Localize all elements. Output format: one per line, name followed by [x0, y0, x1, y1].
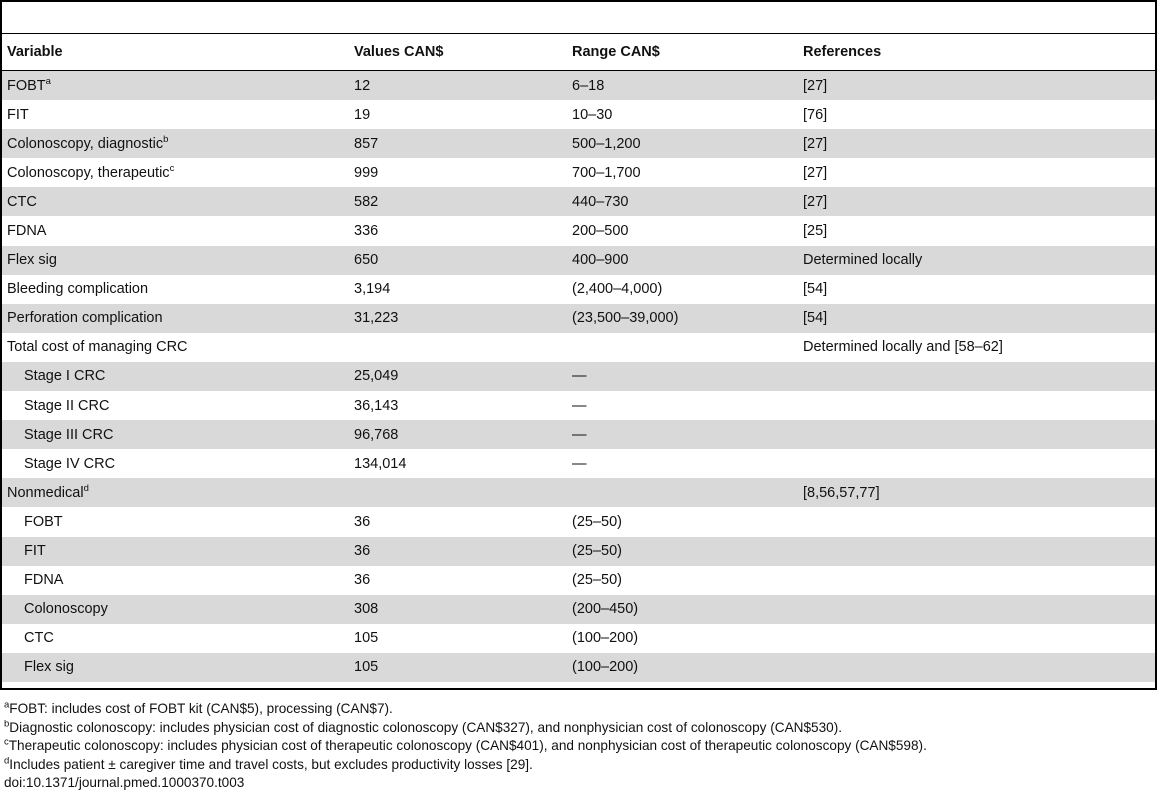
table-row — [2, 653, 1155, 682]
cell-variable — [2, 630, 352, 646]
footnote-mark: d — [4, 755, 10, 767]
variable-label: Stage IV CRC — [24, 455, 116, 472]
cell-reference: Determined locally and [58–62] — [803, 339, 1003, 356]
footnote-marker: d — [83, 483, 89, 495]
cell-reference: [76] — [803, 106, 828, 123]
footnote-mark: b — [4, 718, 10, 730]
cell-variable — [2, 514, 352, 530]
cell-variable — [2, 427, 352, 443]
table-row — [2, 449, 1155, 478]
table-row — [2, 100, 1155, 129]
variable-label: Flex sig — [24, 659, 74, 676]
table-row — [2, 478, 1155, 507]
variable-label: Bleeding complication — [7, 281, 149, 298]
cell-variable — [2, 398, 352, 414]
cell-variable — [2, 456, 352, 472]
cell-variable — [2, 543, 352, 559]
cell-value: 31,223 — [354, 310, 399, 327]
variable-label: Total cost of managing CRC — [7, 339, 188, 356]
cell-range: (100–200) — [572, 659, 639, 676]
variable-label: Stage I CRC — [24, 368, 106, 385]
cell-range: 6–18 — [572, 77, 605, 94]
footnote-marker: b — [163, 133, 169, 145]
header-references: References — [803, 44, 882, 60]
table-row — [2, 129, 1155, 158]
cell-variable — [2, 310, 352, 326]
cell-value: 857 — [354, 135, 379, 152]
table-row — [2, 333, 1155, 362]
variable-label: FIT — [24, 543, 46, 560]
cell-range: 10–30 — [572, 106, 613, 123]
cell-reference: [8,56,57,77] — [803, 484, 880, 501]
cell-range: (2,400–4,000) — [572, 281, 663, 298]
variable-label: Stage II CRC — [24, 397, 110, 414]
footnote-marker: c — [169, 163, 175, 174]
cell-variable — [2, 165, 352, 181]
table-row — [2, 304, 1155, 333]
footnote-text: Therapeutic colonoscopy: includes physician cost of therapeutic colonoscopy (CAN$401), and nonphysician cost of therapeutic colonoscopy (CAN$598). — [8, 738, 927, 754]
cell-variable — [2, 252, 352, 268]
cell-range: — — [572, 426, 587, 443]
cell-range: 700–1,700 — [572, 164, 641, 181]
table-row — [2, 216, 1155, 245]
cell-variable — [2, 75, 352, 94]
variable-label: Colonoscopy, diagnostic — [7, 135, 164, 152]
table-row — [2, 275, 1155, 304]
table-row — [2, 391, 1155, 420]
cell-value: 25,049 — [354, 368, 399, 385]
cell-range: 400–900 — [572, 252, 629, 269]
footnote-text: Diagnostic colonoscopy: includes physician cost of diagnostic colonoscopy (CAN$327), and nonphysician cost of colonoscopy (CAN$530). — [9, 719, 842, 735]
footnote-text: FOBT: includes cost of FOBT kit (CAN$5), processing (CAN$7). — [9, 701, 393, 716]
table-row — [2, 71, 1155, 100]
doi-line: doi:10.1371/journal.pmed.1000370.t003 — [4, 775, 245, 791]
table-row — [2, 624, 1155, 653]
cell-reference: [27] — [803, 164, 828, 181]
footnote-text: Includes patient ± caregiver time and travel costs, but excludes productivity losses [29]. — [9, 756, 533, 772]
cell-variable — [2, 339, 352, 355]
header-variable: Variable — [7, 44, 63, 60]
cell-value: 12 — [354, 77, 371, 94]
header-range: Range CAN$ — [572, 44, 660, 60]
variable-label: CTC — [24, 630, 54, 647]
variable-label: Flex sig — [7, 252, 57, 269]
cell-reference: [27] — [803, 193, 828, 210]
cell-value: 36 — [354, 513, 371, 530]
cell-range: (25–50) — [572, 543, 622, 560]
cell-value: 96,768 — [354, 426, 399, 443]
cell-value: 36 — [354, 543, 371, 560]
footnote-marker: a — [45, 75, 51, 87]
table-header — [2, 34, 1155, 71]
cell-variable — [2, 659, 352, 675]
cell-value: 36,143 — [354, 397, 399, 414]
cell-range: (200–450) — [572, 601, 639, 618]
cell-range: 500–1,200 — [572, 135, 641, 152]
cell-value: 582 — [354, 193, 379, 210]
cell-variable — [2, 281, 352, 297]
table-body — [2, 71, 1155, 682]
table-row — [2, 158, 1155, 187]
variable-label: Colonoscopy — [24, 601, 108, 618]
cell-value: 105 — [354, 630, 379, 647]
cell-reference: [54] — [803, 281, 828, 298]
variable-label: Perforation complication — [7, 310, 163, 327]
cell-range: — — [572, 368, 587, 385]
cell-value: 650 — [354, 252, 379, 269]
cell-value: 105 — [354, 659, 379, 676]
table-top-band — [2, 2, 1155, 34]
footnote-mark: c — [4, 736, 9, 748]
cell-range: 440–730 — [572, 193, 629, 210]
cell-variable — [2, 572, 352, 588]
variable-label: FIT — [7, 106, 29, 123]
cell-variable — [2, 368, 352, 384]
cell-range: (100–200) — [572, 630, 639, 647]
cell-value: 134,014 — [354, 455, 407, 472]
variable-label: FOBT — [24, 513, 63, 530]
variable-label: FDNA — [7, 223, 47, 240]
variable-label: Nonmedical — [7, 484, 84, 501]
cell-value: 19 — [354, 106, 371, 123]
table-bottom-rule — [0, 688, 1157, 690]
cell-reference: Determined locally — [803, 252, 923, 269]
cell-variable — [2, 107, 352, 123]
cell-range: (25–50) — [572, 572, 622, 589]
cell-variable — [2, 601, 352, 617]
table-row — [2, 420, 1155, 449]
cell-value: 36 — [354, 572, 371, 589]
cell-value: 3,194 — [354, 281, 391, 298]
table-row — [2, 246, 1155, 275]
cell-value: 308 — [354, 601, 379, 618]
cell-variable — [2, 485, 352, 501]
cell-range: — — [572, 397, 587, 414]
table-row — [2, 187, 1155, 216]
table-row — [2, 362, 1155, 391]
variable-label: Colonoscopy, therapeutic — [7, 164, 170, 181]
header-values: Values CAN$ — [354, 44, 444, 60]
table-row — [2, 595, 1155, 624]
cell-range: — — [572, 455, 587, 472]
cell-range: 200–500 — [572, 223, 629, 240]
cell-value: 336 — [354, 223, 379, 240]
cell-variable — [2, 133, 352, 152]
cell-range: (25–50) — [572, 513, 622, 530]
cell-range: (23,500–39,000) — [572, 310, 679, 327]
footnote-a — [4, 700, 927, 719]
footnote-b — [4, 719, 927, 738]
variable-label: Stage III CRC — [24, 426, 114, 443]
variable-label: FDNA — [24, 572, 64, 589]
cell-variable — [2, 194, 352, 210]
variable-label: CTC — [7, 193, 37, 210]
cell-reference: [27] — [803, 77, 828, 94]
footnote-c — [4, 737, 927, 756]
footnote-mark: a — [4, 699, 10, 711]
cell-value: 999 — [354, 164, 379, 181]
cell-variable — [2, 223, 352, 239]
table-footnotes — [4, 700, 927, 793]
cell-reference: [27] — [803, 135, 828, 152]
variable-label: FOBT — [7, 77, 46, 94]
cell-reference: [54] — [803, 310, 828, 327]
table-row — [2, 537, 1155, 566]
table-row — [2, 507, 1155, 536]
footnote-d — [4, 756, 927, 775]
table-row — [2, 566, 1155, 595]
cell-reference: [25] — [803, 223, 828, 240]
